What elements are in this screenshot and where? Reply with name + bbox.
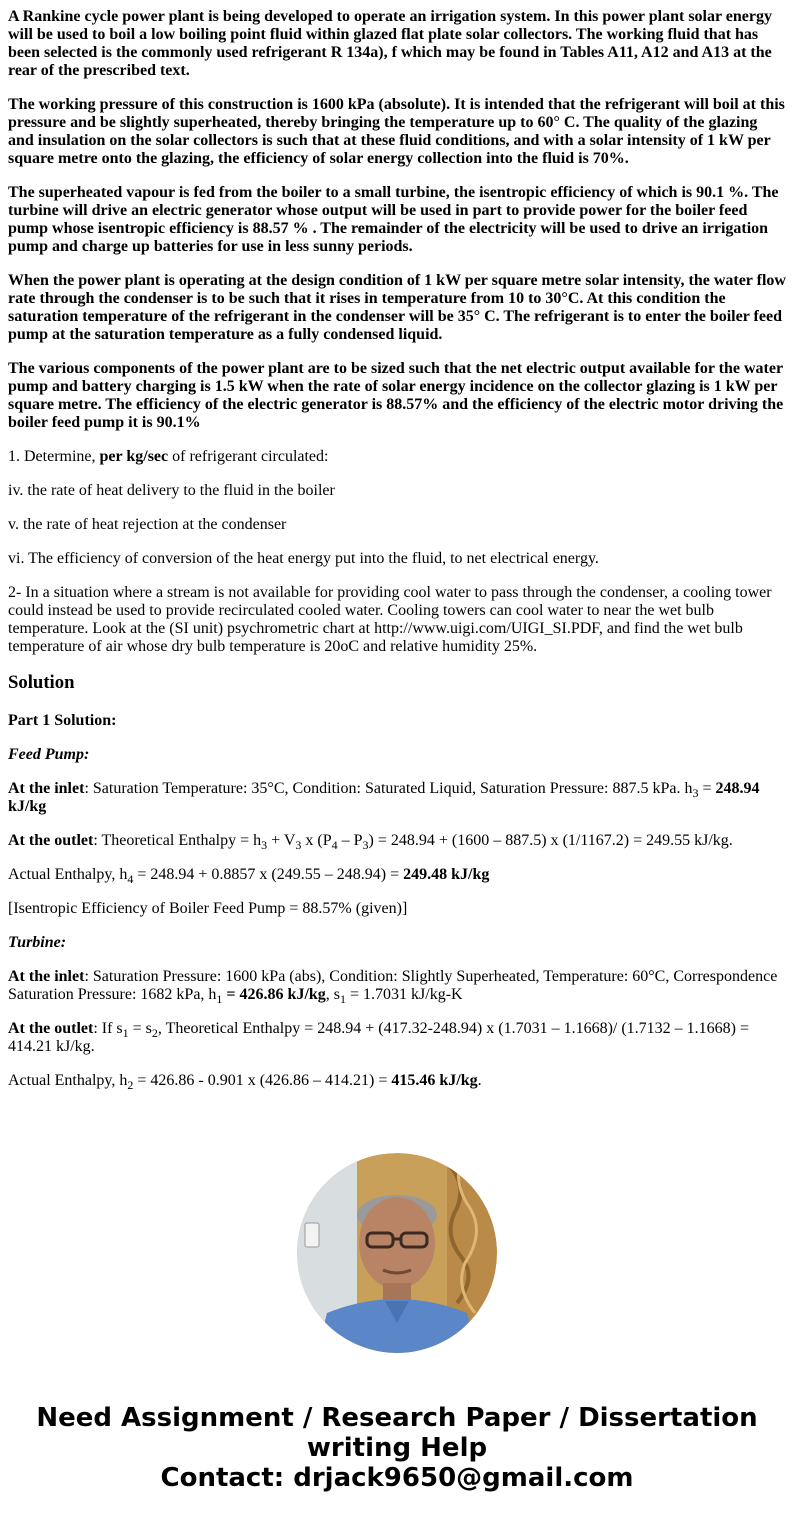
feed-pump-outlet: At the outlet: Theoretical Enthalpy = $h_3 + V_3$ x $(P_4 - P_3) = 248.94 + (1600 - 887.5)$ x (1/1167.2) = 249.55 kJ/kg. <box>8 832 733 852</box>
feed-pump-actual-enthalpy: Actual Enthalpy, $h_4 = 248.94 + 0.8857$ x (249.55 – 248.94) = 249.48 kJ/kg <box>8 866 490 886</box>
question-iv: iv. the rate of heat delivery to the fluid in the boiler <box>8 482 335 499</box>
problem-paragraph-2: The working pressure of this construction is 1600 kPa (absolute). It is intended that the refrigerant will boil at this pressure and be slightly superheated, thereby bringing the temperature up to 60° C. The quality of the glazing and insulation on the solar collectors is such that at these fluid conditions, and with a solar intensity of 1 kW per square metre onto the glazing, the efficiency of solar energy collection into the fluid is 70%. <box>8 96 785 167</box>
document-body <box>8 8 787 1106</box>
author-photo <box>297 1153 497 1353</box>
turbine-actual-enthalpy: Actual Enthalpy, $h_2 = 426.86 - 0.901$ x (426.86 – 414.21) = 415.46 kJ/kg. <box>8 1072 482 1092</box>
promo-contact: Contact: drjack9650@gmail.com <box>160 1463 634 1493</box>
promo-line-2: writing Help <box>306 1433 488 1463</box>
problem-paragraph-1: A Rankine cycle power plant is being developed to operate an irrigation system. In this power plant solar energy will be used to boil a low boiling point fluid within glazed flat plate solar collectors. The working fluid that has been selected is the commonly used refrigerant R 134a), f which may be found in Tables A11, A12 and A13 at the rear of the prescribed text. <box>8 8 772 79</box>
promo-footer <box>0 1403 794 1493</box>
feed-pump-heading: Feed Pump: <box>8 746 90 763</box>
problem-paragraph-4: When the power plant is operating at the design condition of 1 kW per square metre solar intensity, the water flow rate through the condenser is to be such that it rises in temperature from 10 to 30°C. At this condition the saturation temperature of the refrigerant in the condenser will be 35° C. The refrigerant is to enter the boiler feed pump at the saturation temperature as a fully condensed liquid. <box>8 272 786 343</box>
feed-pump-inlet: At the inlet: Saturation Temperature: 35°C, Condition: Saturated Liquid, Saturation Pressure: 887.5 kPa. $h_3 = 248.94$ kJ/kg <box>8 780 760 815</box>
question-2: 2- In a situation where a stream is not available for providing cool water to pass through the condenser, a cooling tower could instead be used to provide recirculated cooled water. Cooling towers can cool water to near the wet bulb temperature. Look at the (SI unit) psychrometric chart at http://www.uigi.com/UIGI_SI.PDF, and find the wet bulb temperature of air whose dry bulb temperature is 20oC and relative humidity 25%. <box>8 584 772 655</box>
turbine-outlet: At the outlet: If $s_1 = s_2$, Theoretical Enthalpy = 248.94 + (417.32-248.94) x (1.7031 – 1.1668)/ (1.7132 – 1.1668) = 414.21 kJ/kg. <box>8 1020 750 1055</box>
turbine-heading: Turbine: <box>8 934 67 951</box>
question-1: 1. Determine, per kg/sec of refrigerant circulated: <box>8 448 329 465</box>
feed-pump-note: [Isentropic Efficiency of Boiler Feed Pump = 88.57% (given)] <box>8 900 408 917</box>
question-v: v. the rate of heat rejection at the condenser <box>8 516 287 533</box>
solution-heading: Solution <box>8 672 75 693</box>
problem-paragraph-5: The various components of the power plant are to be sized such that the net electric output available for the water pump and battery charging is 1.5 kW when the rate of solar energy incidence on the collector glazing is 1 kW per square metre. The efficiency of the electric generator is 88.57% and the efficiency of the electric motor driving the boiler feed pump it is 90.1% <box>8 360 784 431</box>
part1-heading: Part 1 Solution: <box>8 712 117 729</box>
problem-paragraph-3: The superheated vapour is fed from the boiler to a small turbine, the isentropic efficiency of which is 90.1 %. The turbine will drive an electric generator whose output will be used in part to provide power for the boiler feed pump whose isentropic efficiency is 88.57 % . The remainder of the electricity will be used to drive an irrigation pump and charge up batteries for use in less sunny periods. <box>8 184 779 255</box>
question-vi: vi. The efficiency of conversion of the heat energy put into the fluid, to net electrical energy. <box>8 550 599 567</box>
author-avatar <box>297 1153 497 1353</box>
turbine-inlet: At the inlet: Saturation Pressure: 1600 kPa (abs), Condition: Slightly Superheated, Temperature: 60°C, Correspondence Saturation Pressure: 1682 kPa, $h_1 = 426.86$ kJ/kg, $s_1 = 1.7031$ kJ/kg-K <box>8 968 778 1006</box>
promo-line-1: Need Assignment / Research Paper / Dissertation <box>36 1403 758 1433</box>
